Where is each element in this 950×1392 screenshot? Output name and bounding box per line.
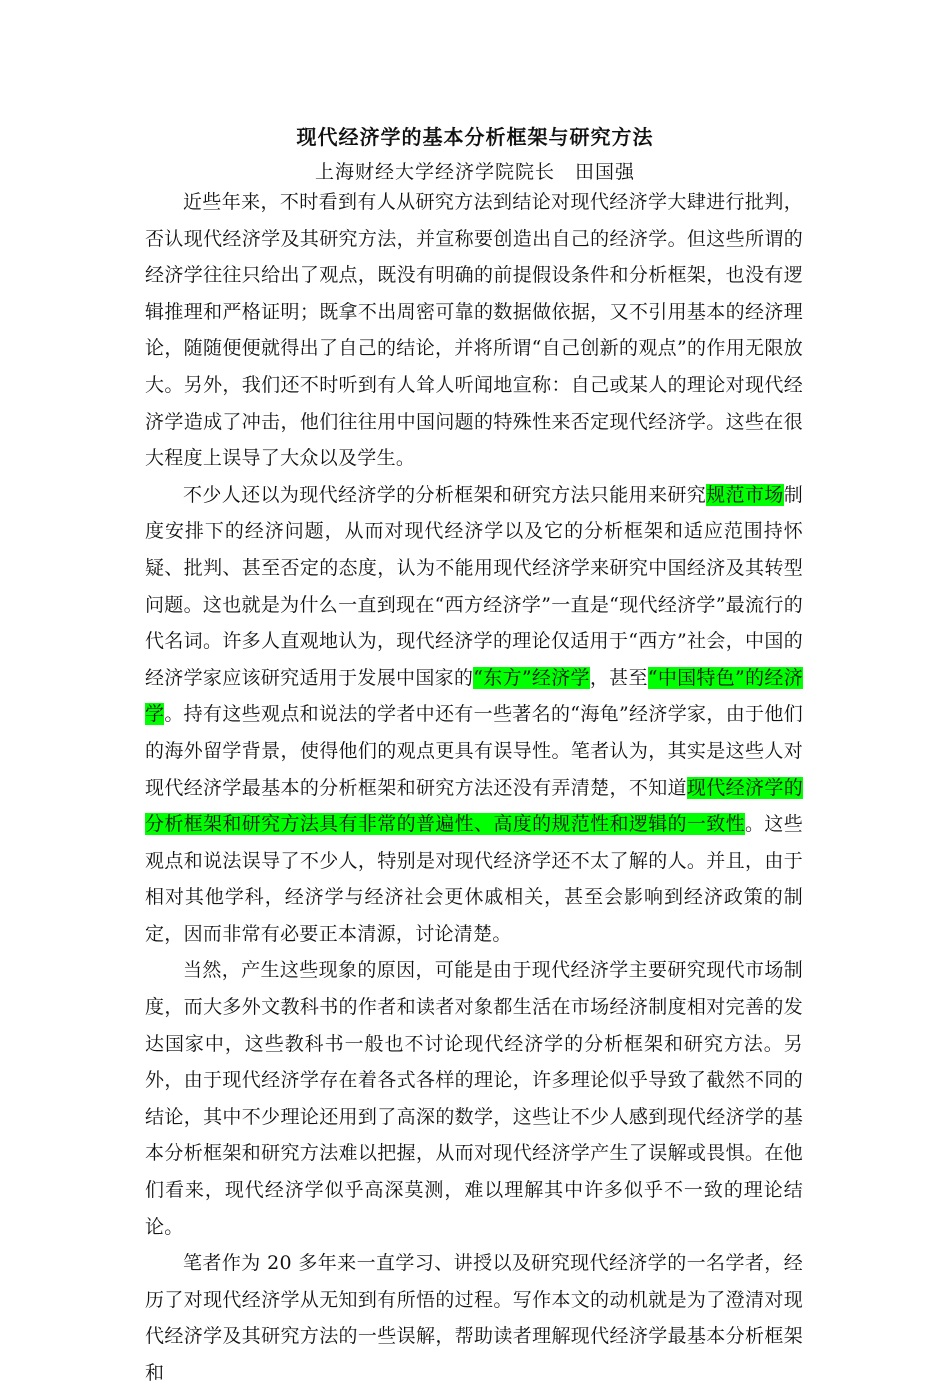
text-segment: 近些年来，不时看到有人从研究方法到结论对现代经济学大肆进行批判，否认现代经济学及其研究方法，并宣称要创造出自己的经济学。但这些所谓的经济学往往只给出了观点，既没有明确的前提假设条件和分析框架，也没有逻辑推理和严格证明；既拿不出周密可靠的数据做依据，又不引用基本的经济理论，随随便便就得出了自己的结论，并将所谓“自己创新的观点”的作用无限放大。另外，我们还不时听到有人耸人听闻地宣称：自己或某人的理论对现代经济学造成了冲击，他们往往用中国问题的特殊性来否定现代经济学。这些在很大程度上误导了大众以及学生。 bbox=[145, 191, 803, 470]
document-body bbox=[145, 184, 803, 1392]
text-segment: 笔者作为 20 多年来一直学习、讲授以及研究现代经济学的一名学者，经历了对现代经济学从无知到有所悟的过程。写作本文的动机就是为了澄清对现代经济学及其研究方法的一些误解，帮助读者理解现代经济学最基本分析框架和 bbox=[145, 1252, 803, 1384]
highlighted-text: “东方”经济学 bbox=[473, 666, 590, 689]
text-segment: 不少人还以为现代经济学的分析框架和研究方法只能用来研究 bbox=[183, 483, 707, 506]
highlighted-text: 规范市场 bbox=[706, 483, 784, 506]
author-line: 上海财经大学经济学院院长 田国强 bbox=[314, 161, 635, 183]
paragraph bbox=[145, 1245, 803, 1391]
text-segment: 。这些观点和说法误导了不少人，特别是对现代经济学还不太了解的人。并且，由于相对其他学科，经济学与经济社会更休戚相关，甚至会影响到经济政策的制定，因而非常有必要正本清源，讨论清楚。 bbox=[145, 813, 803, 945]
paragraph bbox=[145, 184, 803, 477]
highlighted-text: 现代经济学的分析框架和研究方法具有非常的普遍性、高度的规范性和逻辑的一致性 bbox=[145, 776, 803, 836]
paragraph bbox=[145, 952, 803, 1245]
text-segment: ，甚至 bbox=[589, 666, 648, 689]
text-segment: 。持有这些观点和说法的学者中还有一些著名的“海龟”经济学家，由于他们的海外留学背景，使得他们的观点更具有误导性。笔者认为，其实是这些人对现代经济学最基本的分析框架和研究方法还没有弄清楚，不知道 bbox=[145, 703, 803, 799]
document-title: 现代经济学的基本分析框架与研究方法 bbox=[296, 125, 654, 149]
text-segment: 制度安排下的经济问题，从而对现代经济学以及它的分析框架和适应范围持怀疑、批判、甚至否定的态度，认为不能用现代经济学来研究中国经济及其转型问题。这也就是为什么一直到现在“西方经济学”一直是“现代经济学”最流行的代名词。许多人直观地认为，现代经济学的理论仅适用于“西方”社会，中国的经济学家应该研究适用于发展中国家的 bbox=[145, 483, 803, 689]
paragraph bbox=[145, 477, 803, 953]
highlighted-text: “中国特色”的经济学 bbox=[145, 666, 803, 726]
text-segment: 当然，产生这些现象的原因，可能是由于现代经济学主要研究现代市场制度，而大多外文教科书的作者和读者对象都生活在市场经济制度相对完善的发达国家中，这些教科书一般也不讨论现代经济学的分析框架和研究方法。另外，由于现代经济学存在着各式各样的理论，许多理论似乎导致了截然不同的结论，其中不少理论还用到了高深的数学，这些让不少人感到现代经济学的基本分析框架和研究方法难以把握，从而对现代经济学产生了误解或畏惧。在他们看来，现代经济学似乎高深莫测，难以理解其中许多似乎不一致的理论结论。 bbox=[145, 959, 803, 1238]
